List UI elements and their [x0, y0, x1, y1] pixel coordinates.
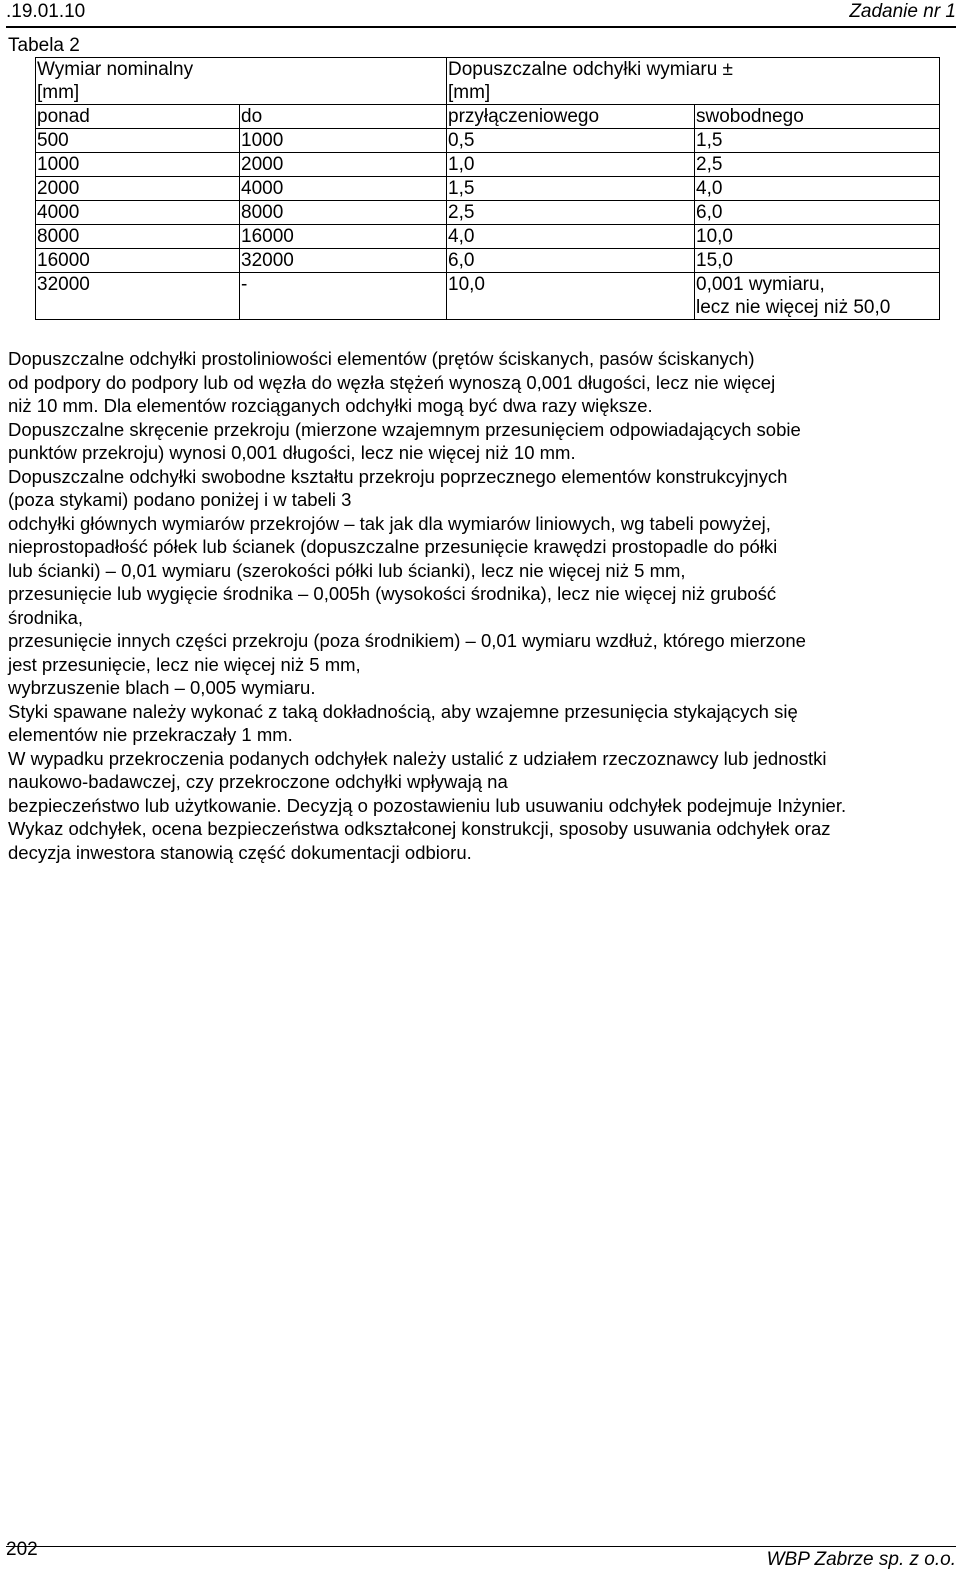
table-cell: 1,5 [447, 177, 695, 201]
body-line: bezpieczeństwo lub użytkowanie. Decyzją o pozostawieniu lub usuwaniu odchyłek podejmuje Inżynier. [8, 794, 847, 816]
table-cell: 2,5 [695, 153, 940, 177]
tolerance-table [35, 57, 940, 320]
header-cell: swobodnego [695, 105, 940, 129]
table-row [36, 201, 940, 225]
table-cell: 1000 [36, 153, 240, 177]
table-row [36, 129, 940, 153]
header-cell: przyłączeniowego [447, 105, 695, 129]
body-text [8, 347, 954, 864]
body-line: środnika, [8, 606, 84, 628]
table-cell: 4000 [36, 201, 240, 225]
page-header [6, 0, 956, 28]
table-cell: 6,0 [695, 201, 940, 225]
table-cell: 4000 [240, 177, 447, 201]
body-line: (poza stykami) podano poniżej i w tabeli 3 [8, 489, 352, 510]
header-cell: ponad [36, 105, 240, 129]
body-line: odchyłki głównych wymiarów przekrojów – tak jak dla wymiarów liniowych, wg tabeli powyżej, [8, 512, 771, 534]
table-cell: 4,0 [447, 225, 695, 249]
body-line: W wypadku przekroczenia podanych odchyłek należy ustalić z udziałem rzeczoznawcy lub jednostki [8, 747, 827, 769]
body-line: od podpory do podpory lub od węzła do węzła stężeń wynoszą 0,001 długości, lecz nie więcej [8, 371, 776, 393]
body-line: lub ścianki) – 0,01 wymiaru (szerokości półki lub ścianki), lecz nie więcej niż 5 mm, [8, 559, 686, 581]
table-cell: 2000 [36, 177, 240, 201]
table-cell: 6,0 [447, 249, 695, 273]
page-footer [6, 1539, 956, 1577]
body-line: Dopuszczalne odchyłki swobodne kształtu przekroju poprzecznego elementów konstrukcyjnych [8, 465, 788, 487]
table-cell: 10,0 [695, 225, 940, 249]
body-line: niż 10 mm. Dla elementów rozciąganych odchyłki mogą być dwa razy większe. [8, 395, 653, 416]
table-cell: - [240, 273, 447, 320]
table-row [36, 153, 940, 177]
table-cell: 4,0 [695, 177, 940, 201]
table-cell: 1,5 [695, 129, 940, 153]
table-caption: Tabela 2 [8, 35, 80, 56]
body-line: Styki spawane należy wykonać z taką dokładnością, aby wzajemne przesunięcia stykających się [8, 700, 798, 722]
table-cell: 1,0 [447, 153, 695, 177]
body-line: Dopuszczalne odchyłki prostoliniowości elementów (prętów ściskanych, pasów ściskanych) [8, 348, 755, 369]
body-line: przesunięcie lub wygięcie środnika – 0,005h (wysokości środnika), lecz nie więcej niż grubość [8, 583, 777, 604]
table-cell: 8000 [36, 225, 240, 249]
page-number: 202 [6, 1539, 38, 1560]
table-header-row-1 [36, 58, 940, 105]
header-cell: do [240, 105, 447, 129]
body-line: naukowo-badawczej, czy przekroczone odchyłki wpływają na [8, 771, 508, 792]
table-row [36, 225, 940, 249]
table-cell: 32000 [240, 249, 447, 273]
table-cell: 2000 [240, 153, 447, 177]
header-date: .19.01.10 [6, 1, 86, 22]
table-cell: 10,0 [447, 273, 695, 320]
table-cell: 2,5 [447, 201, 695, 225]
body-line: punktów przekroju) wynosi 0,001 długości, lecz nie więcej niż 10 mm. [8, 442, 576, 463]
table-row [36, 249, 940, 273]
header-allowed-deviation: Dopuszczalne odchyłki wymiaru ± [mm] [447, 58, 940, 105]
table-cell: 1000 [240, 129, 447, 153]
body-line: elementów nie przekraczały 1 mm. [8, 724, 293, 745]
body-line: nieprostopadłość półek lub ścianek (dopuszczalne przesunięcie krawędzi prostopadle do półki [8, 536, 778, 557]
body-line: wybrzuszenie blach – 0,005 wymiaru. [8, 677, 316, 698]
table-header-row-2 [36, 105, 940, 129]
table-cell: 15,0 [695, 249, 940, 273]
header-task: Zadanie nr 1 [849, 1, 956, 22]
table-cell: 16000 [240, 225, 447, 249]
table-row [36, 177, 940, 201]
table-row [36, 273, 940, 320]
company-name: WBP Zabrze sp. z o.o. [766, 1549, 956, 1570]
table-cell: 500 [36, 129, 240, 153]
header-nominal-dimension: Wymiar nominalny [mm] [36, 58, 447, 105]
table-cell: 0,001 wymiaru, lecz nie więcej niż 50,0 [695, 273, 940, 320]
body-line: Wykaz odchyłek, ocena bezpieczeństwa odkształconej konstrukcji, sposoby usuwania odchyłek oraz [8, 818, 831, 839]
table-cell: 16000 [36, 249, 240, 273]
table-cell: 32000 [36, 273, 240, 320]
body-line: Dopuszczalne skręcenie przekroju (mierzone wzajemnym przesunięciem odpowiadających sobie [8, 418, 801, 440]
body-line: jest przesunięcie, lecz nie więcej niż 5 mm, [8, 653, 361, 675]
table-cell: 0,5 [447, 129, 695, 153]
table-cell: 8000 [240, 201, 447, 225]
body-line: przesunięcie innych części przekroju (poza środnikiem) – 0,01 wymiaru wzdłuż, którego mierzone [8, 630, 806, 651]
body-line: decyzja inwestora stanowią część dokumentacji odbioru. [8, 841, 472, 863]
